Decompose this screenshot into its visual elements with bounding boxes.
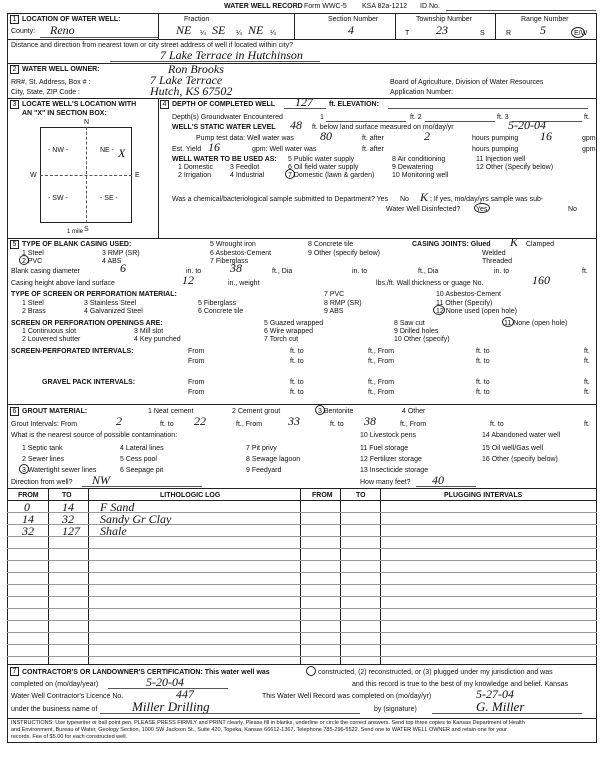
sw-quadrant: - SW -: [48, 195, 68, 202]
gpi-from-b: From: [188, 389, 205, 396]
grout-3[interactable]: 3 Bentonite: [318, 408, 354, 415]
grout-to[interactable]: 22: [194, 414, 206, 428]
openings-label: SCREEN OR PERFORATION OPENINGS ARE:: [11, 320, 163, 327]
section-1-number: 1: [10, 15, 19, 24]
grout-ftto-3: ft. to: [490, 421, 504, 428]
location-mark[interactable]: X: [118, 146, 126, 160]
grout-4[interactable]: 4 Other: [402, 408, 426, 415]
grout-2[interactable]: 2 Cement grout: [232, 408, 281, 415]
log-rule: [7, 548, 597, 549]
spi-to: ft. to: [290, 348, 304, 355]
gw-2: ft. 2: [410, 114, 422, 121]
lithologic-header: LITHOLOGIC LOG: [160, 492, 221, 499]
log-rule: [7, 596, 597, 597]
log-rule: [7, 512, 597, 513]
screen-1[interactable]: 1 Steel: [22, 300, 44, 307]
gpi-from: From: [188, 379, 205, 386]
static-date[interactable]: 5-20-04: [508, 118, 546, 132]
depth-label: DEPTH OF COMPLETED WELL: [172, 101, 276, 108]
pump-test-label: Pump test data: Well water was: [196, 135, 294, 142]
plug-to-header: TO: [356, 492, 366, 499]
gpm-unit-2: gpm: [582, 146, 596, 153]
direction-value[interactable]: NW: [92, 473, 110, 487]
height-rest: in., weight: [228, 280, 260, 287]
height-label: Casing height above land surface: [11, 280, 115, 287]
log-row-2-from[interactable]: 14: [22, 512, 34, 526]
range-label: Range Number: [521, 16, 569, 23]
in-to-3: in. to: [494, 268, 510, 275]
locate-label-2: AN "X" IN SECTION BOX:: [22, 110, 107, 117]
source-16[interactable]: 16 Other (specify below): [482, 456, 558, 463]
south-label: S: [84, 226, 89, 233]
form-number: Form WWC-5: [304, 3, 347, 10]
joints-clamped[interactable]: Clamped: [526, 241, 555, 248]
grout-ft: ft.: [584, 421, 590, 428]
diameter-to[interactable]: 38: [230, 261, 242, 275]
application-label: Application Number:: [390, 89, 454, 96]
source-5[interactable]: 5 Cess pool: [120, 456, 157, 463]
casing-6[interactable]: 6 Asbestos-Cement: [210, 250, 272, 257]
nw-quadrant: - NW -: [48, 147, 69, 154]
chem-sample-2: ; If yes, mo/day/yrs sample was sub-: [430, 196, 544, 203]
static-level-value[interactable]: 48: [290, 118, 302, 132]
chem-no[interactable]: No: [400, 196, 409, 203]
use-11[interactable]: 11 Injection well: [476, 156, 526, 163]
section-number-value[interactable]: 4: [348, 23, 354, 37]
screen-11[interactable]: 11 Other (Specify): [436, 300, 493, 307]
static-level-label: WELL'S STATIC WATER LEVEL: [172, 124, 276, 131]
completed-label: completed on (mo/day/year): [11, 681, 99, 688]
quarter-3: ¼: [270, 30, 276, 37]
screen-12[interactable]: 12 None used (open hole): [436, 308, 517, 315]
casing-5[interactable]: 5 Wrought iron: [210, 241, 256, 248]
instructions-line-1: INSTRUCTIONS: Use typewriter or ball point pen. PLEASE PRESS FIRMLY and PRINT clearly. Please fill in blanks, underline or circle the correct answers. Send top three copies to Kansas Department of Health: [11, 720, 525, 726]
city-value[interactable]: Hutch, KS 67502: [150, 84, 233, 98]
fraction-label: Fraction: [184, 16, 210, 23]
west-label: W: [30, 172, 37, 179]
range-value[interactable]: 5: [540, 23, 546, 37]
log-rule: [7, 524, 597, 525]
grout-ftto-2: ft. to: [330, 421, 344, 428]
groundwater-label: Depth(s) Groundwater Encountered: [172, 114, 283, 121]
joints-mark[interactable]: K: [510, 235, 519, 249]
source-6[interactable]: 6 Seepage pit: [120, 467, 164, 474]
gpi-to-b: ft. to: [290, 389, 304, 396]
casing-7[interactable]: 7 Fiberglass: [210, 258, 249, 265]
address-label: RR#, St. Address, Box # :: [11, 79, 91, 86]
spi-to-2: ft. to: [476, 348, 490, 355]
log-rule: [7, 620, 597, 621]
record-date[interactable]: 5-27-04: [476, 687, 514, 701]
spi-ft: ft.: [584, 348, 590, 355]
casing-8[interactable]: 8 Concrete tile: [308, 241, 354, 248]
in-to-2: in. to: [352, 268, 368, 275]
township-value[interactable]: 23: [436, 23, 448, 37]
se-quadrant: - SE -: [100, 195, 118, 202]
screen-9[interactable]: 9 ABS: [324, 308, 344, 315]
license-rest: This Water Well Record was completed on (mo/day/yr): [262, 693, 432, 700]
yield-after: ft. after: [362, 146, 384, 153]
log-rule: [7, 560, 597, 561]
east-label: E: [135, 172, 140, 179]
location-label: LOCATION OF WATER WELL:: [22, 16, 121, 23]
use-12[interactable]: 12 Other (Specify below): [476, 164, 554, 171]
screen-2[interactable]: 2 Brass: [22, 308, 46, 315]
range-r: R: [506, 30, 512, 37]
casing-3[interactable]: 3 RMP (SR): [102, 250, 140, 257]
gw-1: 1: [320, 114, 324, 121]
opening-11[interactable]: 11 None (open hole): [504, 320, 568, 327]
plug-from-header: FROM: [312, 492, 333, 499]
locate-label: LOCATE WELL'S LOCATION WITH: [22, 101, 137, 108]
signature[interactable]: G. Miller: [476, 699, 525, 714]
use-9[interactable]: 9 Dewatering: [392, 164, 434, 171]
spi-from: From: [188, 348, 205, 355]
source-9[interactable]: 9 Feedyard: [246, 467, 282, 474]
use-2[interactable]: 2 Irrigation: [178, 172, 212, 179]
contamination-label: What is the nearest source of possible contamination:: [11, 432, 178, 439]
log-rule: [7, 572, 597, 573]
use-3[interactable]: 3 Feedlot: [230, 164, 260, 171]
screen-5[interactable]: 5 Fiberglass: [198, 300, 237, 307]
instructions-line-3: records. Fee of $5.00 for each constructed well.: [11, 734, 128, 740]
ne-quadrant: NE -: [100, 147, 114, 154]
use-7[interactable]: 7 Domestic (lawn & garden): [288, 172, 375, 179]
license-value[interactable]: 447: [176, 687, 194, 701]
ksa-ref: KSA 82a-1212: [362, 3, 408, 10]
static-rest: ft. below land surface measured on mo/day/yr: [312, 124, 454, 131]
opening-4[interactable]: 4 Key punched: [134, 336, 181, 343]
screen-8[interactable]: 8 RMP (SR): [324, 300, 362, 307]
log-row-3-to[interactable]: 127: [62, 524, 80, 538]
height-value[interactable]: 12: [182, 273, 194, 287]
joints-welded[interactable]: Welded: [482, 250, 506, 257]
section-5-number: 5: [10, 240, 19, 249]
address-value[interactable]: 7 Lake Terrace: [150, 73, 223, 87]
feet-label: How many feet?: [360, 479, 411, 486]
source-12[interactable]: 12 Fertilizer storage: [360, 456, 422, 463]
section-3-number: 3: [10, 100, 19, 109]
log-rule: [7, 656, 597, 657]
log-to-header: TO: [62, 492, 72, 499]
log-rule: [7, 536, 597, 537]
owner-value[interactable]: Ron Brooks: [168, 62, 224, 76]
section-2-number: 2: [10, 65, 19, 74]
grout-1[interactable]: 1 Neat cement: [148, 408, 194, 415]
log-from-header: FROM: [18, 492, 39, 499]
log-rule: [7, 608, 597, 609]
screen-10[interactable]: 10 Asbestos-Cement: [436, 291, 501, 298]
casing-4[interactable]: 4 ABS: [102, 258, 122, 265]
joints-threaded[interactable]: Threaded: [482, 258, 512, 265]
county-label: County:: [11, 28, 36, 35]
chem-no-mark[interactable]: K: [420, 190, 429, 204]
section-7-number: 7: [10, 667, 19, 676]
screen-7[interactable]: 7 PVC: [324, 291, 345, 298]
gauge-value[interactable]: 160: [532, 273, 550, 287]
source-2[interactable]: 2 Sewer lines: [22, 456, 65, 463]
gpi-ft: ft.: [584, 379, 590, 386]
pump-gpm[interactable]: 16: [540, 129, 552, 143]
completed-date[interactable]: 5-20-04: [146, 675, 184, 689]
use-label: WELL WATER TO BE USED AS:: [172, 156, 277, 163]
source-13[interactable]: 13 Insecticide storage: [360, 467, 429, 474]
source-4[interactable]: 4 Lateral lines: [120, 445, 164, 452]
source-15[interactable]: 15 Oil well/Gas well: [482, 445, 544, 452]
ft-end: ft.: [582, 268, 588, 275]
casing-1[interactable]: 1 Steel: [22, 250, 44, 257]
license-label: Water Well Contractor's Licence No.: [11, 693, 124, 700]
opening-3[interactable]: 3 Mill slot: [134, 328, 164, 335]
grout-to-2[interactable]: 38: [364, 414, 376, 428]
log-row-1-from[interactable]: 0: [24, 500, 30, 514]
use-1[interactable]: 1 Domestic: [178, 164, 214, 171]
grout-ftfrom-2: ft., From: [400, 421, 427, 428]
screen-intervals-label: SCREEN-PERFORATED INTERVALS:: [11, 348, 134, 355]
casing-joints-label: CASING JOINTS: Glued: [412, 241, 491, 248]
spi-from-b: From: [188, 358, 205, 365]
opening-10[interactable]: 10 Other (specify): [394, 336, 450, 343]
pump-hours-label: hours pumping: [472, 135, 519, 142]
direction-label: Direction from well?: [11, 479, 73, 486]
township-s: S: [480, 30, 485, 37]
depth-value[interactable]: 127: [295, 95, 313, 109]
casing-9[interactable]: 9 Other (specify below): [308, 250, 380, 257]
township-label: Township Number: [416, 16, 473, 23]
fraction-2[interactable]: SE: [212, 23, 226, 37]
east-west: E/W: [574, 30, 588, 37]
diameter-label: Blank casing diameter: [11, 268, 80, 275]
township-t: T: [405, 30, 410, 37]
opening-5[interactable]: 5 Guazed wrapped: [264, 320, 324, 327]
log-row-1-to[interactable]: 14: [62, 500, 74, 514]
diameter-value[interactable]: 6: [120, 261, 126, 275]
opening-1[interactable]: 1 Continuous slot: [22, 328, 77, 335]
gpi-from-2b: ft., From: [368, 389, 395, 396]
spi-to-2b: ft. to: [476, 358, 490, 365]
opening-8[interactable]: 8 Saw cut: [394, 320, 425, 327]
business-label: under the business name of: [11, 706, 98, 713]
feet-value[interactable]: 40: [432, 473, 444, 487]
use-4[interactable]: 4 Industrial: [230, 172, 265, 179]
use-5[interactable]: 5 Public water supply: [288, 156, 355, 163]
disinfected-no[interactable]: No: [568, 206, 577, 213]
log-row-3-from[interactable]: 32: [22, 524, 34, 538]
log-row-2-lithology[interactable]: Sandy Gr Clay: [100, 512, 172, 526]
yield-hours-label: hours pumping: [472, 146, 519, 153]
gpi-to: ft. to: [290, 379, 304, 386]
gpi-to-2: ft. to: [476, 379, 490, 386]
use-8[interactable]: 8 Air conditioning: [392, 156, 446, 163]
source-3[interactable]: 3 Watertight sewer lines: [22, 467, 97, 474]
grout-intervals-label: Grout Intervals: From: [11, 421, 78, 428]
screen-type-label: TYPE OF SCREEN OR PERFORATION MATERIAL:: [11, 291, 177, 298]
north-label: N: [84, 119, 90, 126]
grout-from[interactable]: 2: [116, 414, 122, 428]
disinfected-label: Water Well Disinfected?: [386, 206, 461, 213]
form-title: WATER WELL RECORD: [224, 3, 303, 10]
source-10[interactable]: 10 Livestock pens: [360, 432, 417, 439]
source-14[interactable]: 14 Abandoned water well: [482, 432, 561, 439]
wall-label: lbs./ft. Wall thickness or guage No.: [376, 280, 484, 287]
spi-from-2b: ft., From: [368, 358, 395, 365]
certification-label: CONTRACTOR'S OR LANDOWNER'S CERTIFICATION: This water well was: [22, 669, 270, 676]
log-rule: [7, 632, 597, 633]
opening-9[interactable]: 9 Drilled holes: [394, 328, 439, 335]
one-mile-label: 1 mile: [67, 229, 84, 235]
pump-after: ft. after: [362, 135, 384, 142]
fraction-1[interactable]: NE: [176, 23, 192, 37]
log-row-2-to[interactable]: 32: [62, 512, 74, 526]
pump-value[interactable]: 80: [320, 129, 332, 143]
grout-from-2[interactable]: 33: [288, 414, 300, 428]
source-7[interactable]: 7 Pit privy: [246, 445, 277, 452]
gw-ft: ft.: [584, 114, 590, 121]
screen-4[interactable]: 4 Galvanized Steel: [84, 308, 143, 315]
opening-7[interactable]: 7 Torch cut: [264, 336, 299, 343]
log-rule: [7, 584, 597, 585]
grout-ftto: ft. to: [160, 421, 174, 428]
spi-ft-b: ft.: [584, 358, 590, 365]
gpm-unit: gpm: [582, 135, 596, 142]
pump-hours[interactable]: 2: [424, 129, 430, 143]
instructions-line-2: and Environment, Bureau of Water, Geology Section, 1000 SW Jackson St., Suite 420, Topeka, Kansas 66612-1367. Telephone 785-296-5522. Send one to WATER WELL OWNER and retain one for your: [11, 727, 507, 733]
signature-label: by (signature): [374, 706, 417, 713]
chem-sample-label: Was a chemical/bacteriological sample submitted to Department? Yes: [172, 196, 389, 203]
spi-from-2: ft., From: [368, 348, 395, 355]
id-no-label: ID No.: [420, 3, 440, 10]
section-4-number: 4: [160, 100, 169, 109]
grout-label: GROUT MATERIAL:: [22, 408, 88, 415]
log-rule: [7, 644, 597, 645]
distance-value[interactable]: 7 Lake Terrace in Hutchinson: [160, 48, 303, 62]
log-row-1-lithology[interactable]: F Sand: [100, 500, 135, 514]
gpi-ft-b: ft.: [584, 389, 590, 396]
gpi-from-2: ft., From: [368, 379, 395, 386]
in-to-1: in. to: [186, 268, 202, 275]
source-1[interactable]: 1 Septic tank: [22, 445, 63, 452]
casing-type-label: TYPE OF BLANK CASING USED:: [22, 241, 132, 248]
ft-dia-1: ft., Dia: [272, 268, 293, 275]
owner-label: WATER WELL OWNER:: [22, 66, 100, 73]
opening-6[interactable]: 6 Wire wrapped: [264, 328, 314, 335]
gravel-intervals-label: GRAVEL PACK INTERVALS:: [42, 379, 136, 386]
gpi-to-2b: ft. to: [476, 389, 490, 396]
completed-rest: and this record is true to the best of my knowledge and belief. Kansas: [352, 681, 568, 688]
county-value[interactable]: Reno: [50, 23, 75, 37]
section-number-label: Section Number: [328, 16, 379, 23]
city-label: City, State, ZIP Code :: [11, 89, 80, 96]
ft-dia-2: ft., Dia: [418, 268, 439, 275]
yield-label: Est. Yield: [172, 146, 202, 153]
yield-value[interactable]: 16: [208, 140, 220, 154]
distance-label: Distance and direction from nearest town or city street address of well if located within city?: [11, 42, 294, 49]
log-row-3-lithology[interactable]: Shale: [100, 524, 127, 538]
quarter-2: ¼: [236, 30, 242, 37]
casing-2[interactable]: 2 PVC: [22, 258, 43, 265]
grout-ftfrom: ft., From: [236, 421, 263, 428]
use-10[interactable]: 10 Monitoring well: [392, 172, 449, 179]
screen-3[interactable]: 3 Stainless Steel: [84, 300, 137, 307]
quarter-1: ¼: [200, 30, 206, 37]
elevation-label: ft. ELEVATION:: [329, 101, 379, 108]
section-6-number: 6: [10, 407, 19, 416]
board-label: Board of Agriculture, Division of Water Resources: [390, 79, 544, 86]
screen-6[interactable]: 6 Concrete tile: [198, 308, 244, 315]
plugging-header: PLUGGING INTERVALS: [444, 492, 523, 499]
source-11[interactable]: 11 Fuel storage: [360, 445, 409, 452]
gw-3: ft. 3: [497, 114, 509, 121]
use-6[interactable]: 6 Oil field water supply: [288, 164, 359, 171]
opening-2[interactable]: 2 Louvered shutter: [22, 336, 81, 343]
disinfected-yes[interactable]: Yes: [476, 206, 488, 213]
fraction-3[interactable]: NE: [248, 23, 264, 37]
business-value[interactable]: Miller Drilling: [132, 699, 210, 714]
source-8[interactable]: 8 Sewage lagoon: [246, 456, 301, 463]
yield-unit: gpm: Well water was: [252, 146, 317, 153]
certification-text: constructed, (2) reconstructed, or (3) plugged under my jurisdiction and was: [318, 669, 553, 676]
spi-to-b: ft. to: [290, 358, 304, 365]
